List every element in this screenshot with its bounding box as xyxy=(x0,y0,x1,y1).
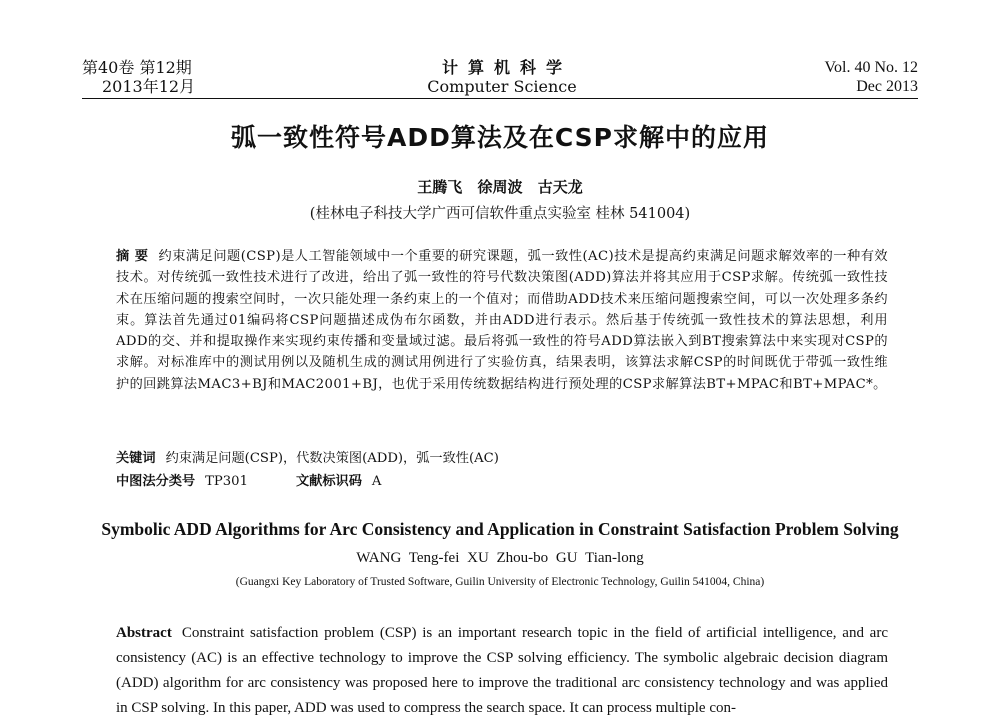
running-header xyxy=(82,58,918,100)
abstract-en-text: Constraint satisfaction problem (CSP) is an important research topic in the field of artificial intelligence, and arc consistency (AC) is an effective technology to improve the CSP solving efficiency. The symbolic algebraic decision diagram (ADD) algorithm for arc consistency was proposed here to improve the traditional arc consistency technology and was applied in CSP solving. In this paper, ADD was used to compress the search space. It can process multiple con- xyxy=(116,625,888,716)
abstract-cn-label: 摘 要 xyxy=(116,249,149,264)
abstract-en xyxy=(116,621,888,721)
journal-name-en: Computer Science xyxy=(427,77,577,96)
keywords-cn-label: 关键词 xyxy=(116,451,156,466)
paper-title-cn: 弧一致性符号ADD算法及在CSP求解中的应用 xyxy=(231,123,769,152)
journal-name-cn: 计算机科学 xyxy=(441,58,572,77)
doc-code-value: A xyxy=(371,474,382,489)
keywords-cn xyxy=(116,447,888,466)
abstract-en-label: Abstract xyxy=(116,625,172,641)
volume-issue-cn: 第40卷 第12期 xyxy=(82,58,192,77)
date-cn: 2013年12月 xyxy=(102,77,196,96)
date-en: Dec 2013 xyxy=(856,78,918,95)
authors-cn: 王腾飞 徐周波 古天龙 xyxy=(417,178,583,196)
paper-title-en: Symbolic ADD Algorithms for Arc Consistency and Application in Constraint Satisfaction Problem Solving xyxy=(101,519,899,539)
abstract-cn-text: 约束满足问题(CSP)是人工智能领域中一个重要的研究课题，弧一致性(AC)技术是提高约束满足问题求解效率的一种有效技术。对传统弧一致性技术进行了改进，给出了弧一致性的符号代数决策图(ADD)算法并将其应用于CSP求解。传统弧一致性技术在压缩问题的搜索空间时，一次只能处理一条约束上的一个值对；而借助ADD技术来压缩问题搜索空间，可以一次处理多条约束。算法首先通过01编码将CSP问题描述成伪布尔函数，并由ADD进行表示。然后基于传统弧一致性技术的算法思想，利用ADD的交、并和提取操作来实现约束传播和变量域过滤。最后将弧一致性的符号ADD算法嵌入到BT搜索算法中来实现对CSP的求解。对标准库中的测试用例以及随机生成的测试用例进行了实验仿真，结果表明，该算法求解CSP的时间既优于带弧一致性维护的回跳算法MAC3+BJ和MAC2001+BJ，也优于采用传统数据结构进行预处理的CSP求解算法BT+MPAC和BT+MPAC*。 xyxy=(116,249,888,392)
volume-issue-en: Vol. 40 No. 12 xyxy=(824,59,918,76)
clc-label: 中图法分类号 xyxy=(116,474,196,489)
header-center xyxy=(412,58,592,96)
clc-value: TP301 xyxy=(205,474,248,489)
header-left xyxy=(82,58,195,96)
keywords-cn-text: 约束满足问题(CSP)，代数决策图(ADD)，弧一致性(AC) xyxy=(165,451,499,466)
affiliation-cn: (桂林电子科技大学广西可信软件重点实验室 桂林 541004) xyxy=(309,206,691,222)
header-right xyxy=(825,58,919,96)
header-rule xyxy=(82,98,918,99)
classification-cn xyxy=(116,470,888,489)
abstract-cn xyxy=(116,246,888,395)
authors-en: WANG Teng-fei XU Zhou-bo GU Tian-long xyxy=(356,550,644,566)
doc-code-label: 文献标识码 xyxy=(295,474,362,489)
affiliation-en: (Guangxi Key Laboratory of Trusted Software, Guilin University of Electronic Technology, Guilin 541004, China) xyxy=(235,576,765,588)
